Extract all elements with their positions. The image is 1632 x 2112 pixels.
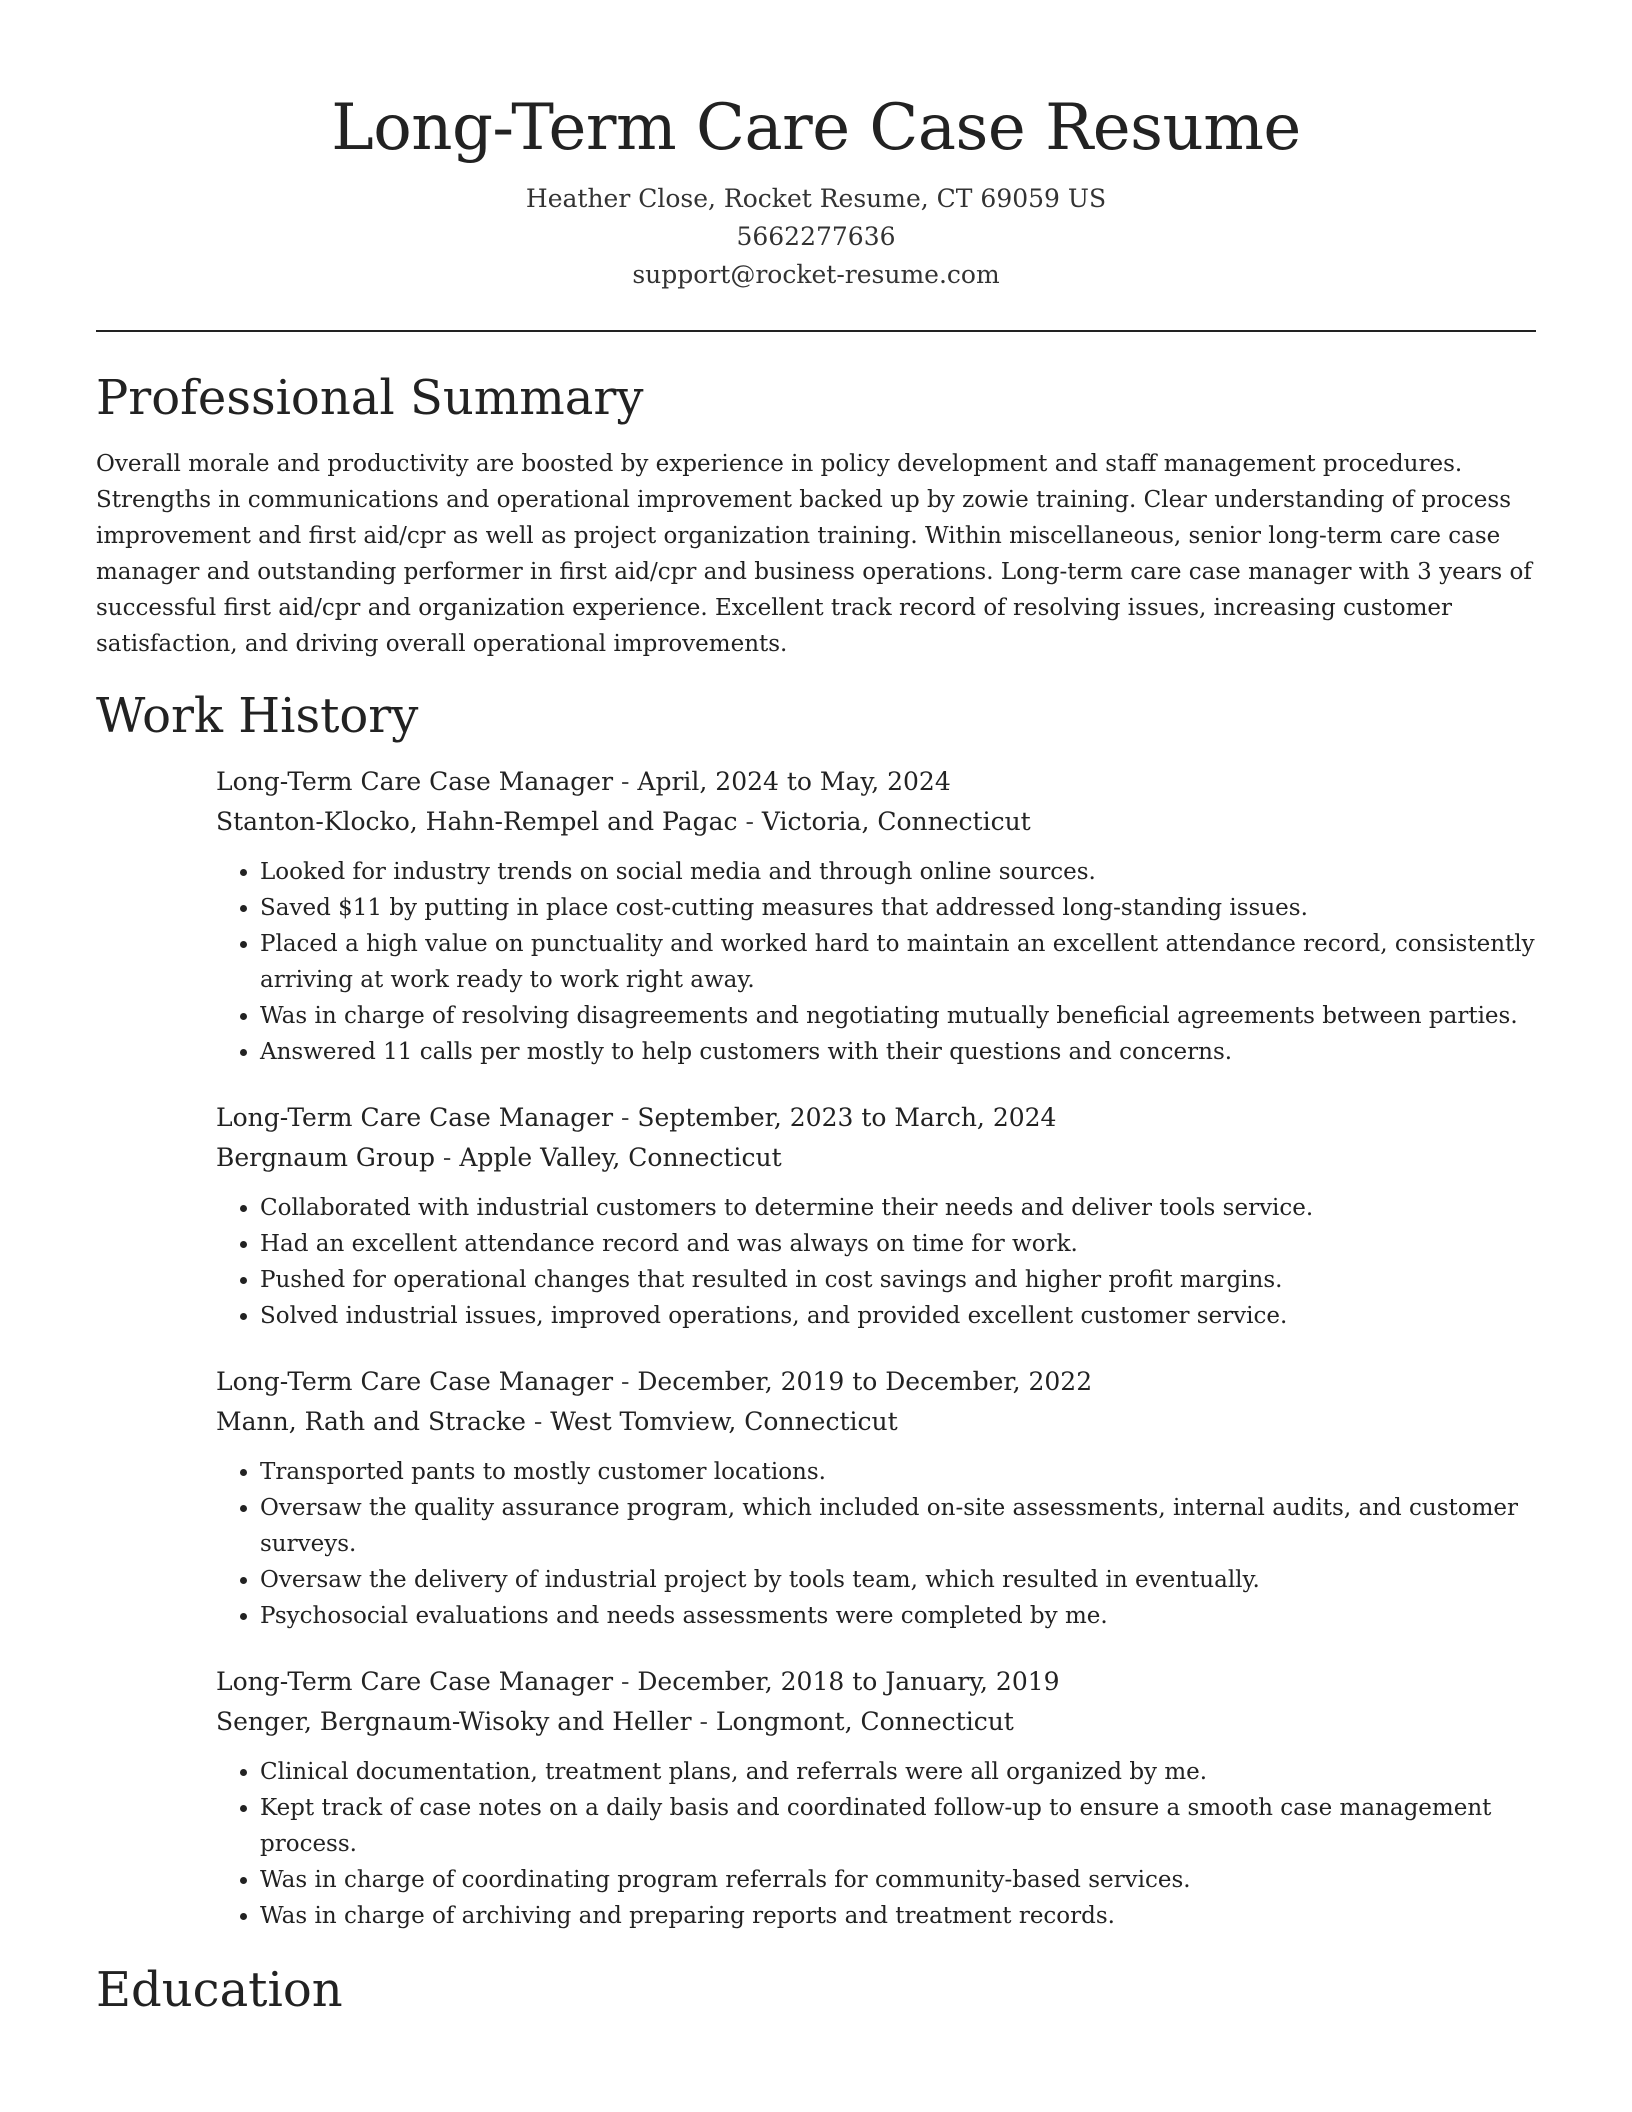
contact-email: support@rocket-resume.com bbox=[632, 260, 1000, 289]
job-title-line bbox=[216, 1098, 1536, 1138]
contact-phone: 5662277636 bbox=[736, 222, 896, 251]
resume-title: Long-Term Care Case Resume bbox=[331, 91, 1301, 165]
job-bullets bbox=[216, 1190, 1536, 1334]
education-section bbox=[96, 1960, 1536, 2020]
job-bullet: • Saved $11 by putting in place cost-cutting measures that addressed long-standing issues. bbox=[260, 890, 1536, 926]
summary-text: Overall morale and productivity are boosted by experience in policy development and staff management procedures. Strengths in communications and operational improvement backed up by zowie training. Clear understanding of process improvement and first aid/cpr as well as project organization training. Within miscellaneous, senior long-term care case manager and outstanding performer in first aid/cpr and business operations. Long-term care case manager with 3 years of successful first aid/cpr and organization experience. Excellent track record of resolving issues, increasing customer satisfaction, and driving overall operational improvements. bbox=[96, 451, 1532, 657]
job-bullet: • Oversaw the delivery of industrial project by tools team, which resulted in eventually. bbox=[260, 1562, 1536, 1598]
job-bullet: • Collaborated with industrial customers to determine their needs and deliver tools service. bbox=[260, 1190, 1536, 1226]
job-bullet: • Looked for industry trends on social media and through online sources. bbox=[260, 854, 1536, 890]
job-company-line bbox=[216, 1402, 1536, 1442]
job-title-line bbox=[216, 1662, 1536, 1702]
job-bullet: • Clinical documentation, treatment plans, and referrals were all organized by me. bbox=[260, 1754, 1536, 1790]
job-bullet: • Oversaw the quality assurance program, which included on-site assessments, internal audits, and customer surveys. bbox=[260, 1490, 1536, 1562]
job-company: Bergnaum Group bbox=[216, 1143, 435, 1172]
job-bullet: • Had an excellent attendance record and was always on time for work. bbox=[260, 1226, 1536, 1262]
job-entry bbox=[216, 1098, 1536, 1334]
summary-section bbox=[96, 368, 1536, 662]
job-bullet: • Answered 11 calls per mostly to help customers with their questions and concerns. bbox=[260, 1034, 1536, 1070]
job-title-line bbox=[216, 1362, 1536, 1402]
job-company-line bbox=[216, 1702, 1536, 1742]
header-divider bbox=[96, 330, 1536, 332]
job-title: Long-Term Care Case Manager bbox=[216, 1103, 614, 1132]
job-separator: - bbox=[525, 1407, 551, 1436]
job-bullet: • Kept track of case notes on a daily basis and coordinated follow-up to ensure a smooth case management process. bbox=[260, 1790, 1536, 1862]
job-bullet: • Transported pants to mostly customer locations. bbox=[260, 1454, 1536, 1490]
resume-header bbox=[96, 0, 1536, 294]
job-entry bbox=[216, 762, 1536, 1070]
job-location: West Tomview, Connecticut bbox=[550, 1407, 898, 1436]
job-separator: - bbox=[613, 1367, 638, 1396]
job-bullet: • Solved industrial issues, improved operations, and provided excellent customer service. bbox=[260, 1298, 1536, 1334]
job-bullet: • Psychosocial evaluations and needs assessments were completed by me. bbox=[260, 1598, 1536, 1634]
resume-page bbox=[96, 0, 1536, 2020]
job-separator: - bbox=[691, 1707, 716, 1736]
job-location: Apple Valley, Connecticut bbox=[459, 1143, 782, 1172]
contact-address: Heather Close, Rocket Resume, CT 69059 US bbox=[525, 184, 1107, 213]
job-bullets bbox=[216, 1754, 1536, 1934]
job-bullet: • Placed a high value on punctuality and worked hard to maintain an excellent attendance record, consistently arriving at work ready to work right away. bbox=[260, 926, 1536, 998]
work-history-heading: Work History bbox=[96, 688, 419, 744]
job-company-line bbox=[216, 1138, 1536, 1178]
job-title: Long-Term Care Case Manager bbox=[216, 1667, 614, 1696]
education-heading: Education bbox=[96, 1962, 343, 2018]
summary-heading: Professional Summary bbox=[96, 370, 644, 426]
job-dates: December, 2019 to December, 2022 bbox=[637, 1367, 1093, 1396]
job-bullets bbox=[216, 1454, 1536, 1634]
job-bullet: • Was in charge of resolving disagreements and negotiating mutually beneficial agreements between parties. bbox=[260, 998, 1536, 1034]
job-location: Longmont, Connecticut bbox=[715, 1707, 1014, 1736]
job-separator: - bbox=[434, 1143, 460, 1172]
job-title-line bbox=[216, 762, 1536, 802]
job-location: Victoria, Connecticut bbox=[761, 807, 1031, 836]
job-separator: - bbox=[613, 767, 638, 796]
job-bullet: • Was in charge of archiving and preparing reports and treatment records. bbox=[260, 1898, 1536, 1934]
job-company-line bbox=[216, 802, 1536, 842]
job-bullet: • Pushed for operational changes that resulted in cost savings and higher profit margins. bbox=[260, 1262, 1536, 1298]
job-title: Long-Term Care Case Manager bbox=[216, 1367, 614, 1396]
job-entry bbox=[216, 1362, 1536, 1634]
job-dates: December, 2018 to January, 2019 bbox=[637, 1667, 1060, 1696]
job-separator: - bbox=[613, 1667, 638, 1696]
job-separator: - bbox=[737, 807, 762, 836]
contact-block bbox=[96, 180, 1536, 294]
job-dates: April, 2024 to May, 2024 bbox=[637, 767, 951, 796]
job-bullets bbox=[216, 854, 1536, 1070]
job-dates: September, 2023 to March, 2024 bbox=[637, 1103, 1057, 1132]
job-bullet: • Was in charge of coordinating program referrals for community-based services. bbox=[260, 1862, 1536, 1898]
job-separator: - bbox=[613, 1103, 638, 1132]
job-company: Mann, Rath and Stracke bbox=[216, 1407, 526, 1436]
job-entry bbox=[216, 1662, 1536, 1934]
job-company: Senger, Bergnaum-Wisoky and Heller bbox=[216, 1707, 692, 1736]
job-company: Stanton-Klocko, Hahn-Rempel and Pagac bbox=[216, 807, 738, 836]
work-history-section bbox=[96, 686, 1536, 1934]
job-title: Long-Term Care Case Manager bbox=[216, 767, 614, 796]
